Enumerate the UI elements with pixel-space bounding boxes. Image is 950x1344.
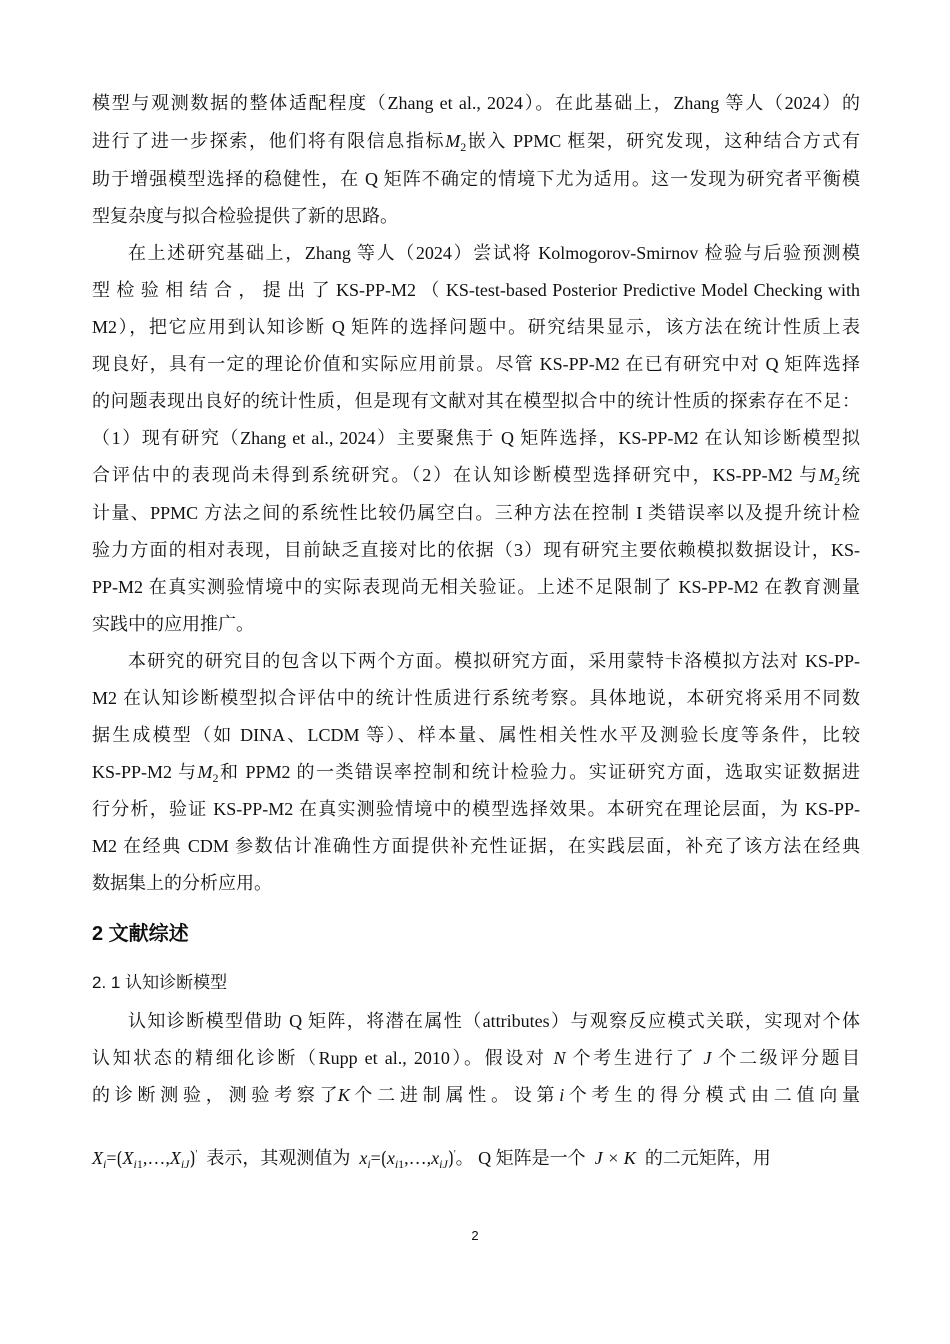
text-line: 的问题表现出良好的统计性质，但是现有文献对其在模型拟合中的统计性质的探索存在不足： bbox=[92, 391, 860, 411]
text-line: 助于增强模型选择的稳健性，在 Q 矩阵不确定的情境下尤为适用。这一发现为研究者平衡模 bbox=[92, 169, 860, 189]
text-line: KS-PP-M2 与$M_2$和 PPM2 的一类错误率控制和统计检验力。实证研究方面，选取实证数据进 bbox=[92, 762, 860, 785]
text-line: 据生成模型（如 DINA、LCDM 等）、样本量、属性相关性水平及测验长度等条件，比较 bbox=[92, 725, 860, 745]
equation-x: $x_i=⟮x_{i1},\dots,x_{iJ}⟯'$ bbox=[359, 1148, 456, 1171]
text-line: 模型与观测数据的整体适配程度（Zhang et al., 2024）。在此基础上，Zhang 等人（2024）的 bbox=[92, 93, 860, 113]
text-line: 验力方面的相对表现，目前缺乏直接对比的依据（3）现有研究主要依赖模拟数据设计，KS- bbox=[92, 540, 860, 560]
section-heading: 2 文献综述 bbox=[92, 923, 189, 945]
text-line: 型复杂度与拟合检验提供了新的思路。 bbox=[92, 206, 398, 226]
text-line: 现良好，具有一定的理论价值和实际应用前景。尽管 KS-PP-M2 在已有研究中对 Q 矩阵选择 bbox=[92, 354, 860, 374]
text-line: 计量、PPMC 方法之间的系统性比较仍属空白。三种方法在控制 I 类错误率以及提升统计检 bbox=[92, 503, 860, 523]
text-line: 型 检 验 相 结 合 ， 提 出 了 KS-PP-M2 （ KS-test-based Posterior Predictive Model Checking with bbox=[92, 280, 860, 300]
text-line: 行分析，验证 KS-PP-M2 在真实测验情境中的模型选择效果。本研究在理论层面，为 KS-PP- bbox=[92, 799, 860, 819]
text-line: 本研究的研究目的包含以下两个方面。模拟研究方面，采用蒙特卡洛模拟方法对 KS-PP- bbox=[128, 651, 860, 671]
text-line: 合评估中的表现尚未得到系统研究。（2）在认知诊断模型选择研究中，KS-PP-M2 与$M_2$统 bbox=[92, 465, 861, 488]
text-line: $X_i=⟮X_{i1},\dots,X_{iJ}⟯'$ 表示，其观测值为 $x_i=⟮x_{i1},\dots,x_{iJ}⟯'$。 Q 矩阵是一个 J × K 的二元矩阵，用 bbox=[92, 1148, 771, 1171]
text-line: 进行了进一步探索，他们将有限信息指标$M_2$嵌入 PPMC 框架，研究发现，这种结合方式有 bbox=[92, 131, 861, 154]
text-line: M2 在认知诊断模型拟合评估中的统计性质进行系统考察。具体地说，本研究将采用不同数 bbox=[92, 688, 860, 708]
text-line: M2 在经典 CDM 参数估计准确性方面提供补充性证据，在实践层面，补充了该方法在经典 bbox=[92, 836, 860, 856]
text-line: 实践中的应用推广。 bbox=[92, 614, 254, 634]
text-line: M2），把它应用到认知诊断 Q 矩阵的选择问题中。研究结果显示，该方法在统计性质上表 bbox=[92, 317, 860, 337]
page-number: 2 bbox=[471, 1228, 479, 1243]
text-line: 认知状态的精细化诊断（Rupp et al., 2010）。假设对 N 个考生进行了 J 个二级评分题目 bbox=[92, 1048, 861, 1068]
text-line: 在上述研究基础上，Zhang 等人（2024）尝试将 Kolmogorov-Smirnov 检验与后验预测模 bbox=[128, 243, 860, 263]
text-line: 的 诊 断 测 验 ， 测 验 考 察 了K 个 二 进 制 属 性 。 设 第 i 个 考 生 的 得 分 模 式 由 二 值 向 量 bbox=[92, 1085, 861, 1105]
text-line: 认知诊断模型借助 Q 矩阵，将潜在属性（attributes）与观察反应模式关联，实现对个体 bbox=[128, 1011, 860, 1031]
text-line: （1）现有研究（Zhang et al., 2024）主要聚焦于 Q 矩阵选择，KS-PP-M2 在认知诊断模型拟 bbox=[92, 428, 860, 448]
equation-JxK: J × K bbox=[594, 1148, 636, 1168]
equation-X: $X_i=⟮X_{i1},\dots,X_{iJ}⟯'$ bbox=[92, 1148, 198, 1171]
text-line: PP-M2 在真实测验情境中的实际表现尚无相关验证。上述不足限制了 KS-PP-M2 在教育测量 bbox=[92, 577, 860, 597]
subsection-heading: 2. 1 认知诊断模型 bbox=[92, 973, 228, 992]
text-line: 数据集上的分析应用。 bbox=[92, 873, 272, 893]
